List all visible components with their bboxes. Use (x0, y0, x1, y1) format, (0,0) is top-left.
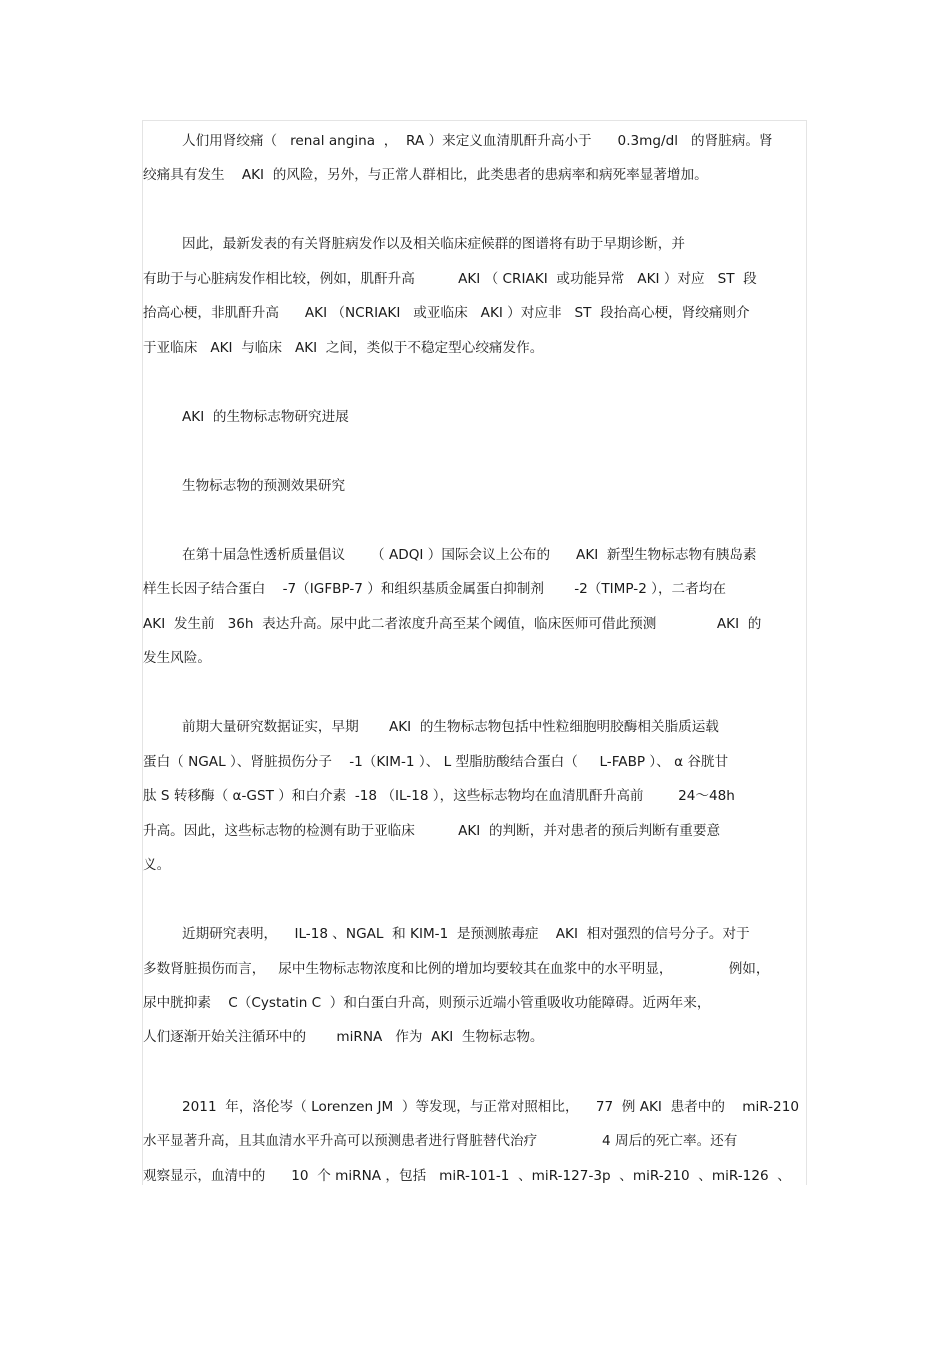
paragraph-3-line-3: AKI 发生前 36h 表达升高。尿中此二者浓度升高至某个阈值，临床医师可借此预测 AKI 的 (143, 616, 762, 632)
paragraph-2-line-2: 有助于与心脏病发作相比较，例如，肌酐升高 AKI （ CRIAKI 或功能异常 AKI ）对应 ST 段 (143, 271, 757, 287)
paragraph-6-line-2: 水平显著升高，且其血清水平升高可以预测患者进行肾脏替代治疗 4 周后的死亡率。还有 (143, 1133, 738, 1149)
paragraph-3-line-4: 发生风险。 (143, 650, 211, 666)
paragraph-1-line-2: 绞痛具有发生 AKI 的风险，另外，与正常人群相比，此类患者的患病率和病死率显著增加。 (143, 167, 708, 183)
paragraph-1-line-1: 人们用肾绞痛（ renal angina ， RA ）来定义血清肌酐升高小于 0.3mg/dl 的肾脏病。肾 (182, 133, 773, 149)
paragraph-4-line-4: 升高。因此，这些标志物的检测有助于亚临床 AKI 的判断，并对患者的预后判断有重要意 (143, 823, 721, 839)
section-heading: AKI 的生物标志物研究进展 (182, 409, 349, 425)
paragraph-3-line-1: 在第十届急性透析质量倡议 （ ADQI ）国际会议上公布的 AKI 新型生物标志物有胰岛素 (182, 547, 757, 563)
paragraph-6-line-3: 观察显示，血清中的 10 个 miRNA ，包括 miR-101-1 、miR-127-3p 、miR-210 、miR-126 、 (143, 1168, 791, 1184)
paragraph-4-line-3: 肽 S 转移酶（ α-GST ）和白介素 -18 （IL-18 ），这些标志物均在血清肌酐升高前 24～48h (143, 788, 735, 804)
paragraph-2-line-4: 于亚临床 AKI 与临床 AKI 之间，类似于不稳定型心绞痛发作。 (143, 340, 544, 356)
document-body (143, 122, 805, 1184)
paragraph-2-line-3: 抬高心梗，非肌酐升高 AKI （NCRIAKI 或亚临床 AKI ）对应非 ST 段抬高心梗，肾绞痛则介 (143, 305, 750, 321)
paragraph-5-line-1: 近期研究表明， IL-18 、NGAL 和 KIM-1 是预测脓毒症 AKI 相对强烈的信号分子。对于 (182, 926, 750, 942)
paragraph-3-line-2: 样生长因子结合蛋白 -7（IGFBP-7 ）和组织基质金属蛋白抑制剂 -2（TIMP-2 ），二者均在 (143, 581, 726, 597)
paragraph-5-line-2: 多数肾脏损伤而言， 尿中生物标志物浓度和比例的增加均要较其在血浆中的水平明显， 例如， (143, 961, 770, 977)
paragraph-4-line-2: 蛋白（ NGAL ）、肾脏损伤分子 -1（KIM-1 ）、 L 型脂肪酸结合蛋白（ L-FABP ）、 α 谷胱甘 (143, 754, 729, 770)
paragraph-6-line-1: 2011 年，洛伦岑（ Lorenzen JM ）等发现，与正常对照相比， 77 例 AKI 患者中的 miR-210 (182, 1099, 799, 1115)
paragraph-4-line-1: 前期大量研究数据证实，早期 AKI 的生物标志物包括中性粒细胞明胶酶相关脂质运载 (182, 719, 719, 735)
paragraph-2-line-1: 因此，最新发表的有关肾脏病发作以及相关临床症候群的图谱将有助于早期诊断，并 (182, 236, 685, 252)
paragraph-5-line-4: 人们逐渐开始关注循环中的 miRNA 作为 AKI 生物标志物。 (143, 1029, 544, 1045)
subsection-heading: 生物标志物的预测效果研究 (182, 478, 346, 494)
paragraph-5-line-3: 尿中胱抑素 C（Cystatin C ）和白蛋白升高，则预示近端小管重吸收功能障碍。近两年来， (143, 995, 711, 1011)
paragraph-4-line-5: 义。 (143, 857, 171, 873)
